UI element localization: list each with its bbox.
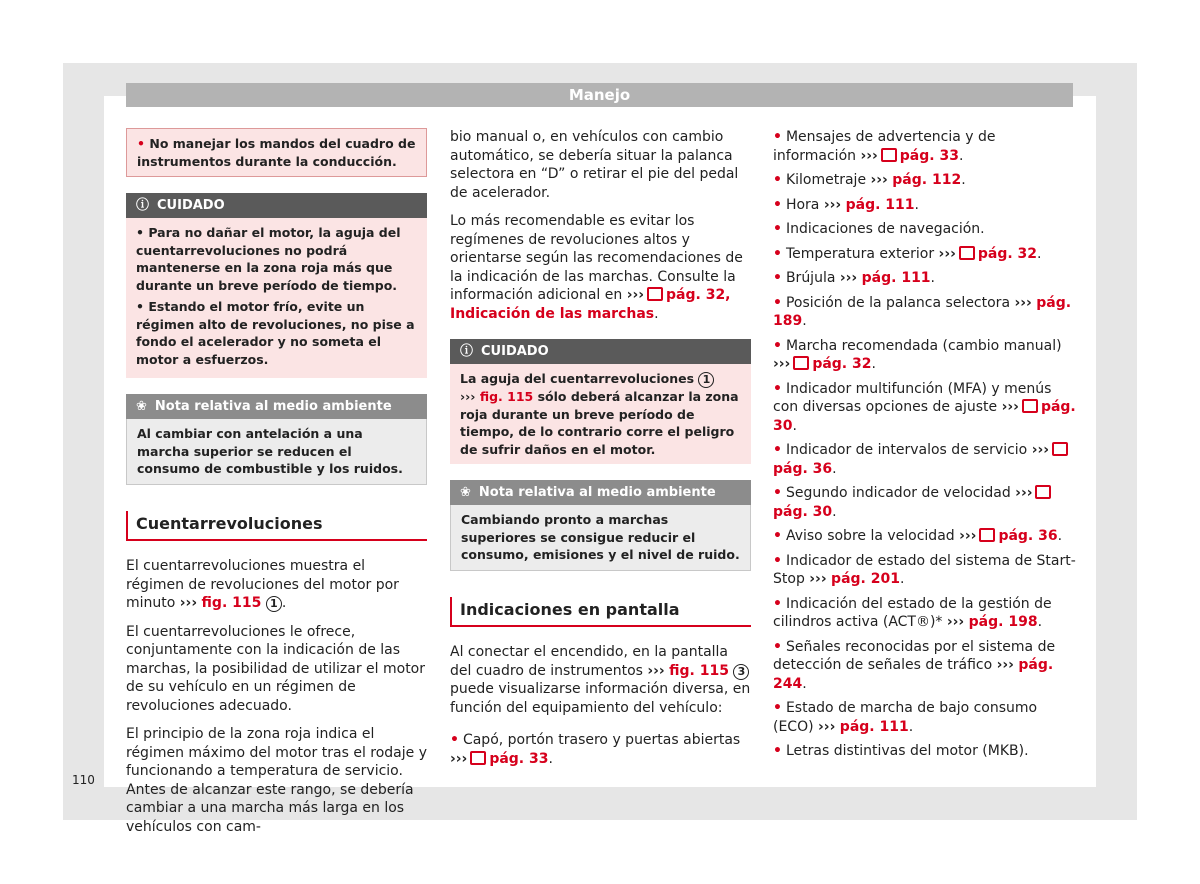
- caution-text: La aguja del cuentarrevoluciones: [460, 371, 695, 386]
- caution-title: CUIDADO: [481, 344, 549, 359]
- column-1: [126, 128, 427, 846]
- page-link[interactable]: pág. 111: [861, 270, 931, 286]
- page-link[interactable]: pág. 189: [773, 294, 1072, 329]
- chapter-header: Manejo: [126, 83, 1073, 107]
- fig-link[interactable]: fig. 115: [669, 662, 729, 679]
- section-heading: Cuentarrevoluciones: [126, 511, 427, 542]
- page-ref-icon: [793, 356, 809, 370]
- callout-number: 1: [266, 596, 282, 612]
- list-item: • Capó, portón trasero y puertas abiertas ››› pág. 33.: [450, 732, 741, 767]
- paragraph: El cuentarrevoluciones le ofrece, conjuntamente con la indicación de las marchas, la posibilidad de utilizar el motor de su vehículo en un régimen de revoluciones adecuado.: [126, 623, 426, 714]
- page-ref-icon: [979, 528, 995, 542]
- list-item: • Indicador de intervalos de servicio ›››pág. 36.: [773, 441, 1078, 478]
- paragraph: Lo más recomendable es evitar los regímenes de revoluciones altos y orientarse según las recomendaciones de la indicación de las marchas. Consulte la información adicional en ››› pág. 32, Indicación de las marchas.: [450, 213, 743, 322]
- warning-text: No manejar los mandos del cuadro de instrumentos durante la conducción.: [137, 136, 416, 169]
- paragraph: El cuentarrevoluciones muestra el régimen de revoluciones del motor por minuto ››› fig. 115 1 .: [126, 558, 399, 611]
- caution-icon: ⓘ: [136, 198, 150, 213]
- list-item: • Letras distintivas del motor (MKB).: [773, 743, 1029, 759]
- list-item: • Indicación del estado de la gestión de cilindros activa (ACT®)* ››› pág. 198.: [773, 595, 1052, 630]
- page-link[interactable]: pág. 244: [773, 657, 1054, 692]
- list-item: • Indicador de estado del sistema de Start-Stop ››› pág. 201.: [773, 552, 1076, 587]
- caution-para-2: Estando el motor frío, evite un régimen alto de revoluciones, no pise a fondo el acelerador y no someta el motor a esfuerzos.: [136, 299, 415, 367]
- page-link[interactable]: pág. 36: [998, 528, 1058, 544]
- list-item: • Mensajes de advertencia y de información ››› pág. 33.: [773, 129, 996, 164]
- page-link[interactable]: pág. 201: [831, 571, 900, 587]
- page-ref-icon: [1022, 399, 1038, 413]
- caution-title: CUIDADO: [157, 198, 225, 213]
- column-3: [773, 128, 1078, 767]
- page-ref-icon: [881, 148, 897, 162]
- list-item: • Temperatura exterior ››› pág. 32.: [773, 245, 1042, 262]
- page-link[interactable]: pág. 112: [892, 172, 962, 188]
- page-link[interactable]: pág. 30: [773, 399, 1076, 434]
- bullet-icon: •: [136, 299, 144, 314]
- page-ref-icon: [1035, 485, 1051, 499]
- list-item: • Indicador multifunción (MFA) y menús con diversas opciones de ajuste ››› pág. 30.: [773, 380, 1076, 434]
- fig-link[interactable]: fig. 115: [201, 595, 262, 611]
- paragraph: Al conectar el encendido, en la pantalla del cuadro de instrumentos ››› fig. 115 3 puede visualizarse información diversa, en función del equipamiento del vehículo:: [450, 644, 751, 716]
- caution-icon: ⓘ: [460, 344, 474, 359]
- list-item: • Indicaciones de navegación.: [773, 221, 985, 237]
- page-link[interactable]: pág. 198: [968, 614, 1038, 630]
- paragraph: El principio de la zona roja indica el régimen máximo del motor tras el rodaje y funcionando a temperatura de servicio. Antes de alcanzar este rango, se debería cambiar a una marcha más larga en los vehículos con cam-: [126, 726, 427, 835]
- warning-box: [126, 128, 427, 177]
- page-ref-icon: [1052, 442, 1068, 456]
- paragraph: bio manual o, en vehículos con cambio automático, se debería situar la palanca selectora en “D” o retirar el pie del pedal de acelerador.: [450, 129, 739, 201]
- page-ref-icon: [470, 751, 486, 765]
- list-item: • Segundo indicador de velocidad ›››pág. 30.: [773, 484, 1078, 521]
- fig-link[interactable]: fig. 115: [479, 389, 534, 404]
- list-item: • Posición de la palanca selectora ››› pág. 189.: [773, 294, 1072, 329]
- page-link[interactable]: pág. 32, Indicación de las marchas: [450, 287, 731, 322]
- callout-number: 3: [733, 664, 749, 680]
- env-text: Cambiando pronto a marchas superiores se consigue reducir el consumo, emisiones y el nivel de ruido.: [461, 512, 740, 562]
- env-title: Nota relativa al medio ambiente: [478, 485, 716, 500]
- page-link[interactable]: pág. 32: [977, 245, 1038, 262]
- list-item: • Hora ››› pág. 111.: [773, 196, 919, 213]
- page-link[interactable]: pág. 30: [773, 503, 833, 520]
- flower-icon: ❀: [460, 485, 471, 500]
- page-link[interactable]: pág. 33: [489, 750, 549, 767]
- page-link[interactable]: pág. 33: [899, 147, 959, 164]
- flower-icon: ❀: [136, 399, 147, 414]
- environment-note-box: [450, 480, 751, 571]
- page-ref-icon: [959, 246, 975, 260]
- environment-note-box: [126, 394, 427, 485]
- caution-para-1: Para no dañar el motor, la aguja del cuentarrevoluciones no podrá mantenerse en la zona roja más que durante un breve período de tiempo.: [136, 225, 401, 293]
- caution-text: sólo deberá alcanzar la zona roja durante un breve período de tiempo, de lo contrario corre el peligro de sufrir daños en el motor.: [460, 389, 739, 457]
- list-item: • Kilometraje ››› pág. 112.: [773, 172, 966, 188]
- list-item: • Señales reconocidas por el sistema de detección de señales de tráfico ››› pág. 244.: [773, 638, 1056, 692]
- bullet-icon: •: [136, 225, 144, 240]
- column-2: [450, 128, 751, 774]
- env-text: Al cambiar con antelación a una marcha superior se reducen el consumo de combustible y los ruidos.: [137, 426, 403, 476]
- page-link[interactable]: pág. 111: [845, 196, 915, 213]
- list-item: • Marcha recomendada (cambio manual) ››› pág. 32.: [773, 337, 1062, 372]
- callout-number: 1: [698, 372, 714, 388]
- bullet-icon: •: [137, 136, 145, 151]
- list-item: • Aviso sobre la velocidad ››› pág. 36.: [773, 528, 1063, 544]
- section-heading: Indicaciones en pantalla: [450, 597, 751, 628]
- page-ref-icon: [647, 287, 663, 301]
- caution-box: [126, 193, 427, 378]
- list-item: • Estado de marcha de bajo consumo (ECO) ››› pág. 111.: [773, 700, 1038, 735]
- page-link[interactable]: pág. 36: [773, 460, 833, 477]
- page-link[interactable]: pág. 32: [812, 356, 872, 372]
- env-title: Nota relativa al medio ambiente: [154, 399, 392, 414]
- page-number: 110: [72, 773, 95, 787]
- caution-box: ⓘ CUIDADO La aguja del cuentarrevoluciones 1 ››› fig. 115 sólo deberá alcanzar la zona roja durante un breve período de tiempo, de lo contrario corre el peligro de sufrir daños en el motor.: [450, 339, 751, 464]
- list-item: • Brújula ››› pág. 111.: [773, 270, 935, 286]
- page-link[interactable]: pág. 111: [839, 718, 909, 735]
